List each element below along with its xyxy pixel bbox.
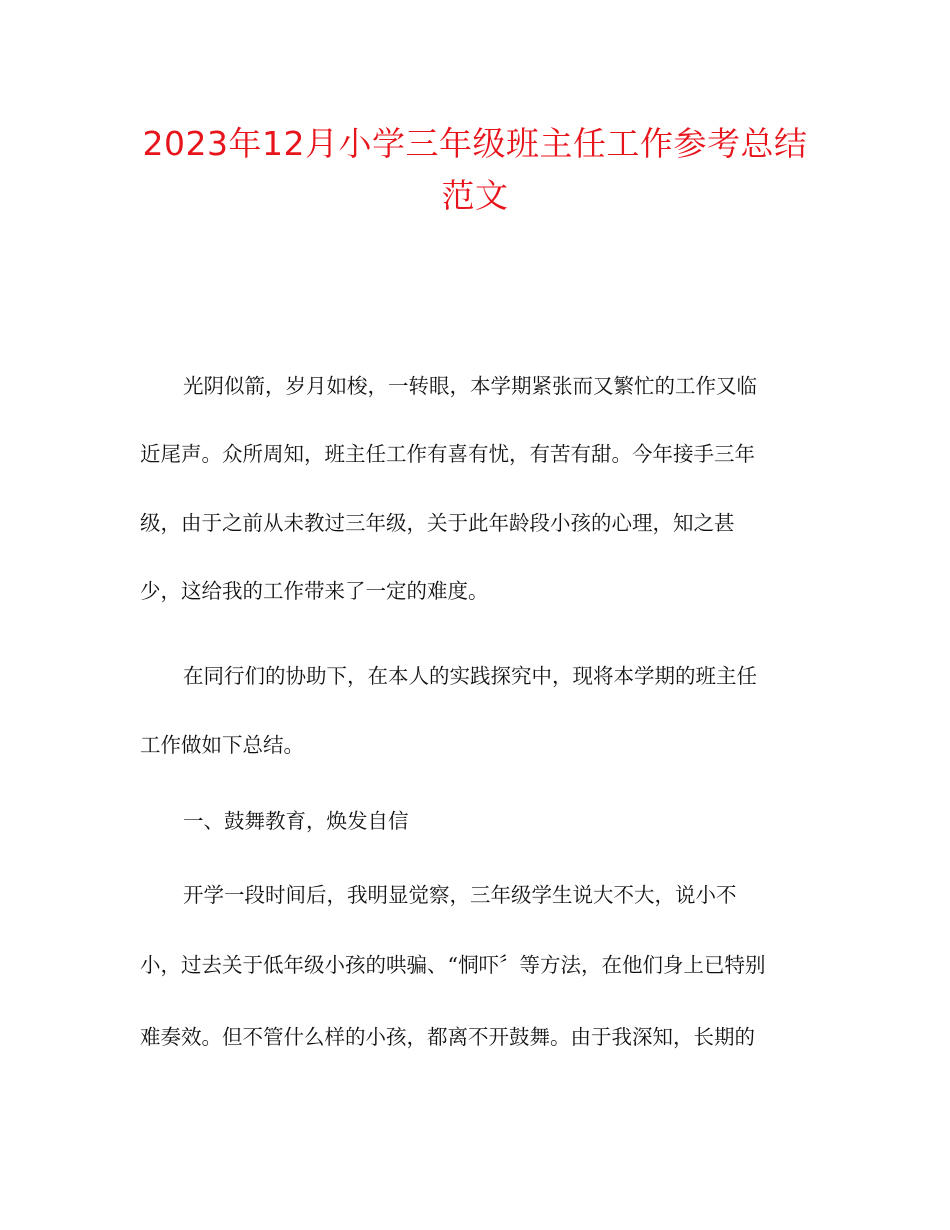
paragraph-line: 光阴似箭，岁月如梭，一转眼，本学期紧张而又繁忙的工作又临: [183, 374, 757, 398]
paragraph-line: 级，由于之前从未教过三年级，关于此年龄段小孩的心理，知之甚: [140, 511, 735, 535]
paragraph-line: 少，这给我的工作带来了一定的难度。: [140, 579, 489, 603]
section-heading: 一、鼓舞教育，焕发自信: [183, 809, 409, 833]
paragraph-line: 难奏效。但不管什么样的小孩，都离不开鼓舞。由于我深知，长期的: [140, 1025, 755, 1049]
paragraph-line: 近尾声。众所周知，班主任工作有喜有忧，有苦有甜。今年接手三年: [140, 442, 755, 466]
paragraph-line: 小，过去关于低年级小孩的哄骗、“恫吓〞等方法，在他们身上已特别: [140, 953, 766, 977]
paragraph-line: 工作做如下总结。: [140, 733, 304, 757]
document-title: 2023年12月小学三年级班主任工作参考总结范文: [142, 124, 808, 215]
paragraph-line: 开学一段时间后，我明显觉察，三年级学生说大不大，说小不: [183, 883, 737, 907]
paragraph-line: 在同行们的协助下，在本人的实践探究中，现将本学期的班主任: [183, 664, 757, 688]
